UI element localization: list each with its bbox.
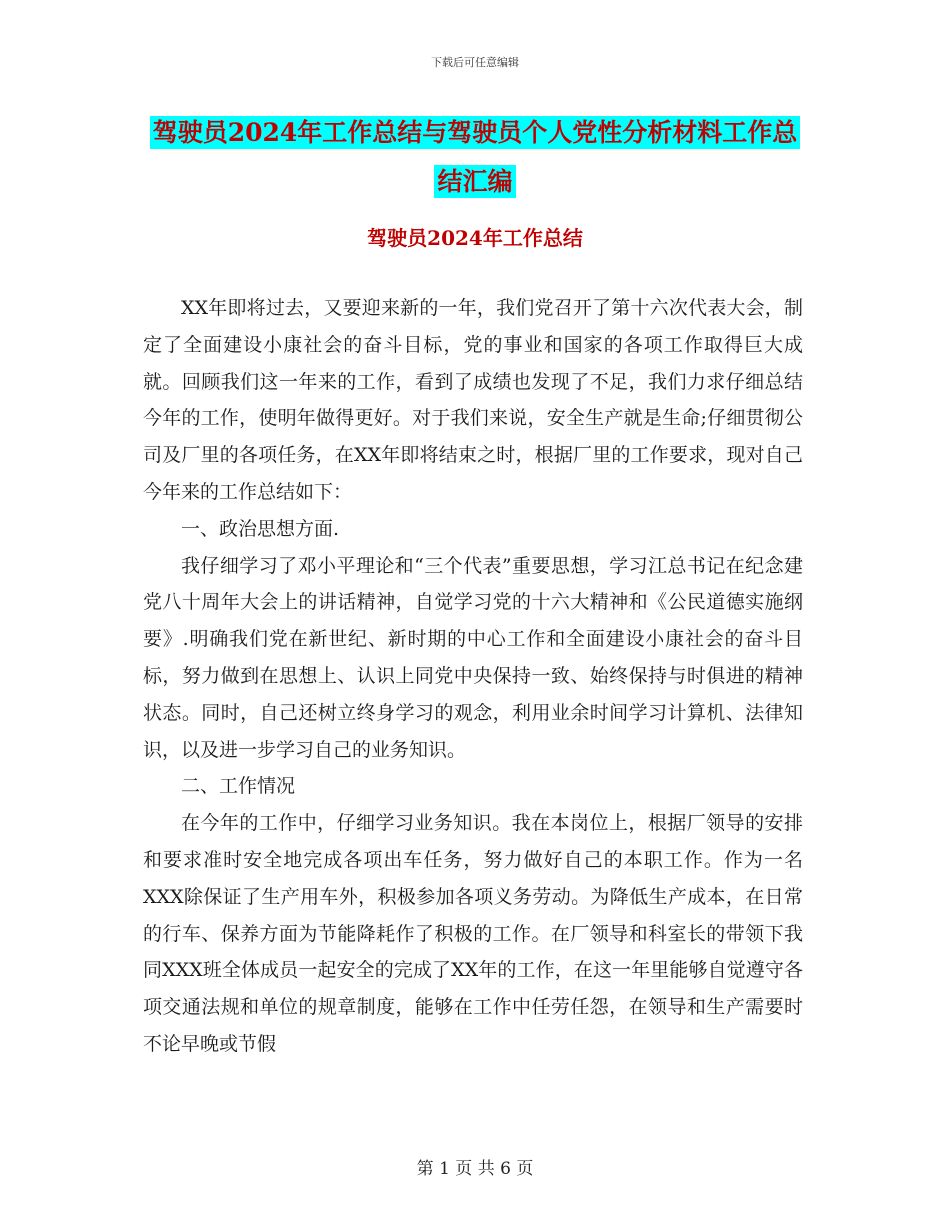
heading-work-situation: 二、工作情况 — [181, 775, 296, 798]
page-number: 第 1 页 共 6 页 — [416, 1159, 534, 1179]
document-title — [140, 108, 810, 206]
document-title-text: 驾驶员2024年工作总结与驾驶员个人党性分析材料工作总结汇编 — [150, 116, 801, 198]
paragraph: 在今年的工作中，仔细学习业务知识。我在本岗位上，根据厂领导的安排和要求准时安全地完成各项出车任务，努力做好自己的本职工作。作为一名XXX除保证了生产用车外，积极参加各项义务劳动。为降低生产成本，在日常的行车、保养方面为节能降耗作了积极的工作。在厂领导和科室长的带领下我同XXX班全体成员一起安全的完成了XX年的工作，在这一年里能够自觉遵守各项交通法规和单位的规章制度，能够在工作中任劳任怨，在领导和生产需要时不论早晚或节假 — [143, 812, 803, 1055]
paragraph: XX年即将过去，又要迎来新的一年，我们党召开了第十六次代表大会，制定了全面建设小康社会的奋斗目标，党的事业和国家的各项工作取得巨大成就。回顾我们这一年来的工作，看到了成绩也发现了不足，我们力求仔细总结今年的工作，使明年做得更好。对于我们来说，安全生产就是生命;仔细贯彻公司及厂里的各项任务，在XX年即将结束之时，根据厂里的工作要求，现对自己今年来的工作总结如下： — [143, 297, 803, 503]
paragraph: 我仔细学习了邓小平理论和“三个代表”重要思想，学习江总书记在纪念建党八十周年大会上的讲话精神，自觉学习党的十六大精神和《公民道德实施纲要》.明确我们党在新世纪、新时期的中心工作和全面建设小康社会的奋斗目标，努力做到在思想上、认识上同党中央保持一致、始终保持与时俱进的精神状态。同时，自己还树立终身学习的观念，利用业余时间学习计算机、法律知识，以及进一步学习自己的业务知识。 — [143, 554, 803, 761]
section-title: 驾驶员2024年工作总结 — [367, 226, 583, 250]
heading-political-thought: 一、政治思想方面. — [181, 517, 340, 540]
document-body — [143, 290, 803, 1063]
page-header-note: 下载后可任意编辑 — [431, 56, 519, 69]
